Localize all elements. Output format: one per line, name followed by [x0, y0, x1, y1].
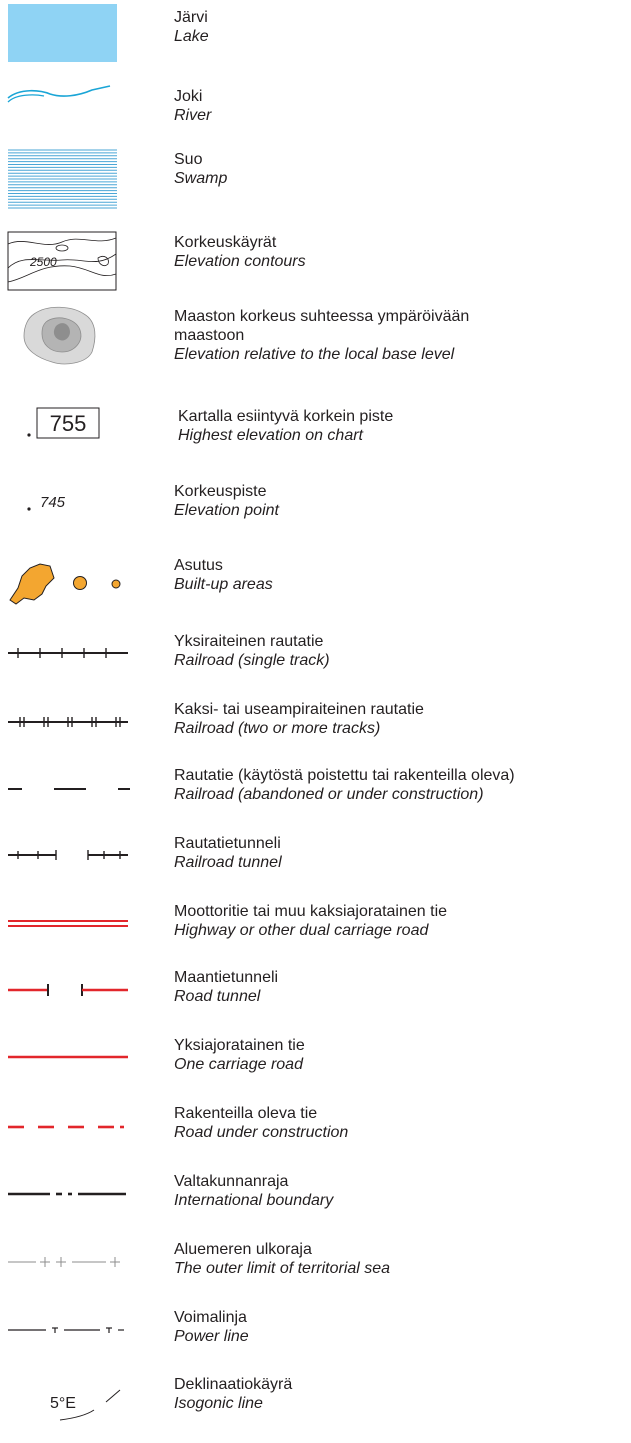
power-line-label-en: Power line [174, 1328, 249, 1345]
legend-row-river [0, 80, 631, 140]
legend-row-railroad-double [0, 692, 631, 752]
isogonic-symbol [0, 1362, 170, 1443]
legend-row-territorial-sea [0, 1230, 631, 1292]
lake-symbol [0, 0, 170, 70]
highway-label-fi: Moottoritie tai muu kaksiajoratainen tie [174, 903, 448, 920]
point-label-en: Elevation point [174, 502, 279, 519]
rail-aband-label-fi: Rautatie (käytöstä poistettu tai rakenteilla oleva) [174, 767, 515, 784]
one-road-label-en: One carriage road [174, 1056, 303, 1073]
relative-label-fi: Maaston korkeus suhteessa ympäröivään [174, 308, 470, 325]
lake-label-fi: Järvi [174, 9, 208, 26]
power-line-label-fi: Voimalinja [174, 1309, 247, 1326]
territorial-sea-symbol [0, 1230, 170, 1292]
road-tunnel-symbol [0, 958, 170, 1020]
one-carriage-road-symbol [0, 1026, 170, 1086]
road-tunnel-label-fi: Maantietunneli [174, 969, 279, 986]
river-symbol [0, 80, 170, 140]
international-boundary-symbol [0, 1162, 170, 1224]
legend-row-road-tunnel [0, 958, 631, 1020]
legend-row-international-boundary [0, 1162, 631, 1224]
road-construction-symbol [0, 1094, 170, 1156]
legend-row-power-line [0, 1298, 631, 1360]
rail-double-label-fi: Kaksi- tai useampiraiteinen rautatie [174, 701, 424, 718]
rail-single-label-fi: Yksiraiteinen rautatie [174, 633, 324, 650]
legend-row-railroad-abandoned [0, 756, 631, 818]
intl-border-label-fi: Valtakunnanraja [174, 1173, 289, 1190]
highway-label-en: Highway or other dual carriage road [174, 922, 429, 939]
rail-tunnel-label-fi: Rautatietunneli [174, 835, 281, 852]
highway-symbol [0, 892, 170, 954]
swamp-label-en: Swamp [174, 170, 228, 187]
builtup-label-fi: Asutus [174, 557, 223, 574]
power-line-symbol [0, 1298, 170, 1360]
highest-label-fi: Kartalla esiintyvä korkein piste [178, 408, 394, 425]
elevation-point-value: 745 [40, 494, 66, 511]
contours-label-en: Elevation contours [174, 253, 306, 270]
legend-row-elevation-point [0, 474, 631, 544]
point-label-fi: Korkeuspiste [174, 483, 267, 500]
river-label-en: River [174, 107, 212, 124]
highest-elevation-value: 755 [49, 411, 87, 436]
railroad-double-symbol [0, 692, 170, 752]
legend-row-isogonic [0, 1362, 631, 1443]
relative-label-fi-line2: maastoon [174, 327, 245, 344]
swamp-label-fi: Suo [174, 151, 203, 168]
elevation-point-symbol [0, 474, 170, 544]
builtup-symbol [0, 548, 170, 618]
legend-row-builtup [0, 548, 631, 618]
legend-row-road-construction [0, 1094, 631, 1156]
contour-value-label: 2500 [30, 255, 57, 269]
terr-sea-label-en: The outer limit of territorial sea [174, 1260, 391, 1277]
legend-row-swamp [0, 144, 631, 214]
relative-label-en: Elevation relative to the local base level [174, 346, 455, 363]
railroad-abandoned-symbol [0, 756, 170, 818]
legend-row-lake [0, 0, 631, 70]
intl-border-label-en: International boundary [174, 1192, 334, 1209]
rail-tunnel-label-en: Railroad tunnel [174, 854, 282, 871]
railroad-single-symbol [0, 624, 170, 684]
river-label-fi: Joki [174, 88, 203, 105]
rail-single-label-en: Railroad (single track) [174, 652, 330, 669]
isogonic-label-en: Isogonic line [174, 1395, 263, 1412]
swamp-symbol [0, 144, 170, 214]
isogonic-label-fi: Deklinaatiokäyrä [174, 1376, 293, 1393]
road-tunnel-label-en: Road tunnel [174, 988, 261, 1005]
one-road-label-fi: Yksiajoratainen tie [174, 1037, 305, 1054]
contours-label-fi: Korkeuskäyrät [174, 234, 277, 251]
contours-symbol [0, 224, 170, 304]
builtup-label-en: Built-up areas [174, 576, 273, 593]
legend-row-one-carriage-road [0, 1026, 631, 1086]
lake-label-en: Lake [174, 28, 209, 45]
railroad-tunnel-symbol [0, 824, 170, 886]
road-constr-label-en: Road under construction [174, 1124, 349, 1141]
legend-row-railroad-tunnel [0, 824, 631, 886]
legend-row-railroad-single [0, 624, 631, 684]
legend-row-highest-elevation [0, 396, 631, 466]
legend-row-highway [0, 892, 631, 954]
road-constr-label-fi: Rakenteilla oleva tie [174, 1105, 318, 1122]
terr-sea-label-fi: Aluemeren ulkoraja [174, 1241, 312, 1258]
highest-elevation-symbol [0, 396, 170, 466]
isogonic-value-label: 5°E [50, 1395, 76, 1412]
relative-elevation-symbol [0, 300, 170, 390]
highest-label-en: Highest elevation on chart [178, 427, 363, 444]
legend-row-relative-elevation [0, 300, 631, 390]
legend-row-contours [0, 224, 631, 304]
rail-aband-label-en: Railroad (abandoned or under construction) [174, 786, 484, 803]
rail-double-label-en: Railroad (two or more tracks) [174, 720, 381, 737]
